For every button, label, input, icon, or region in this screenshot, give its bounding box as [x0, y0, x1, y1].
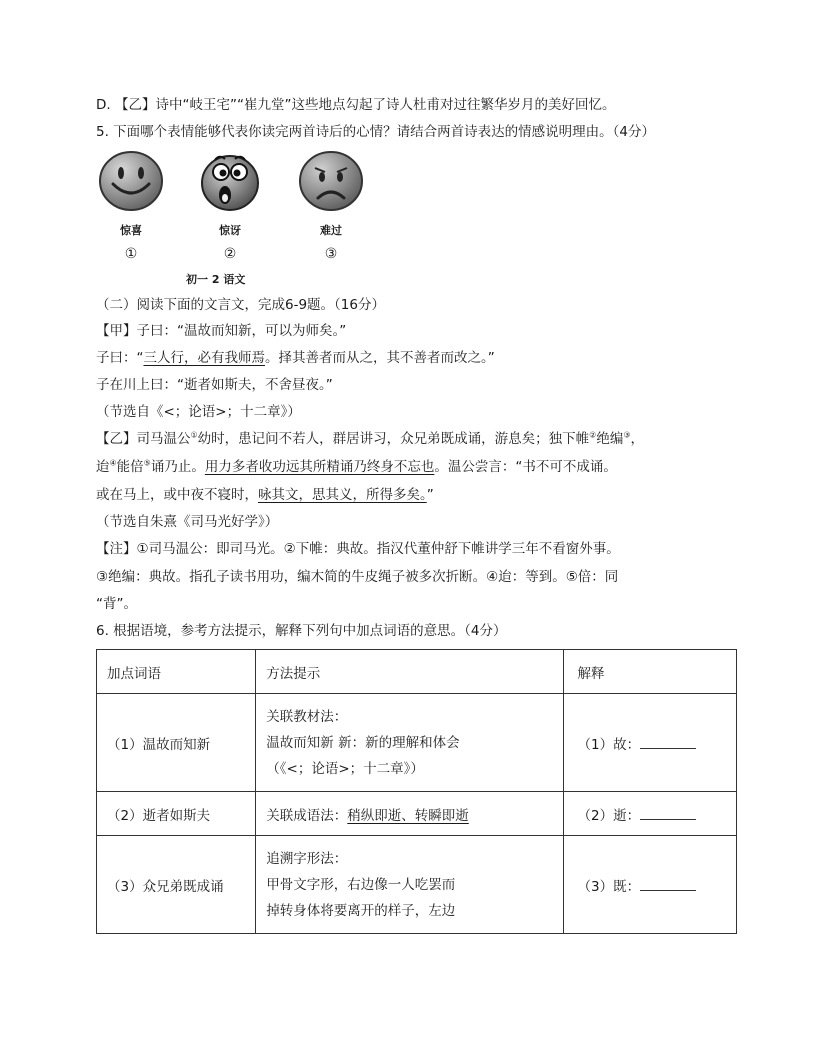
row3-answer	[563, 836, 736, 934]
row2-hint	[256, 792, 563, 836]
q6-prompt: 6. 根据语境，参考方法提示，解释下列句中加点词语的意思。（4分）	[96, 623, 507, 639]
table-row	[97, 792, 737, 836]
row2-word: （2）逝者如斯夫	[97, 792, 256, 836]
yi-line-2	[96, 458, 617, 476]
sad-face-icon	[296, 150, 366, 212]
row3-hint-line-2: 甲骨文字形，右边像一人吃罢而	[266, 876, 456, 893]
yi-line-1-b: 幼时，患记问不若人，群居讲习，众兄弟既成诵，游息矣；独下帷	[197, 431, 590, 447]
row1-hint-line-3: （《<；论语>；十二章》）	[266, 760, 424, 777]
face-option-3	[286, 150, 376, 262]
table-header-row	[97, 650, 737, 694]
face-number-1: ①	[124, 246, 138, 262]
note-line-1: 【注】①司马温公：即司马光。②下帷：典故。指汉代董仲舒下帷讲学三年不看窗外事。	[96, 541, 620, 557]
jia-line-1: 【甲】子曰：“温故而知新，可以为师矣。”	[96, 323, 347, 339]
table-row	[97, 836, 737, 934]
row2-answer	[563, 792, 736, 836]
row2-answer-blank[interactable]	[640, 806, 696, 820]
face-number-3: ③	[324, 246, 338, 262]
row1-answer-label: （1）故：	[577, 736, 641, 753]
yi-line-1-c: 绝编	[596, 431, 624, 447]
footnote-4-marker: ④	[109, 458, 117, 468]
row3-answer-blank[interactable]	[640, 877, 696, 891]
yi-line-2-d: 。温公尝言：“书不可不成诵。	[434, 459, 617, 475]
footnote-2-marker: ②	[589, 430, 597, 440]
face-option-1	[86, 150, 176, 262]
face-option-2	[185, 150, 275, 262]
row1-word: （1）温故而知新	[97, 694, 256, 792]
row3-answer-label: （3）既：	[577, 878, 641, 895]
jia-line-2-pre: 子曰：“	[96, 350, 144, 366]
yi-line-1-a: 【乙】司马温公	[96, 431, 191, 447]
footnote-3-marker: ③	[623, 430, 631, 440]
row2-answer-label: （2）逝：	[577, 807, 641, 824]
yi-line-3	[96, 486, 434, 504]
row1-answer	[563, 694, 736, 792]
row1-hint	[256, 694, 563, 792]
face-label-3: 难过	[320, 224, 342, 237]
yi-line-2-c: 诵乃止。	[150, 459, 205, 475]
q4-option-d: D. 【乙】诗中“岐王宅”“崔九堂”这些地点勾起了诗人杜甫对过往繁华岁月的美好回忆。	[96, 97, 616, 113]
yi-line-3-pre: 或在马上，或中夜不寝时，	[96, 487, 258, 503]
jia-line-2-post: 。择其善者而从之，其不善者而改之。”	[265, 350, 495, 366]
table-row	[97, 694, 737, 792]
q5-prompt: 5. 下面哪个表情能够代表你读完两首诗后的心情？请结合两首诗表达的情感说明理由。（4分）	[96, 124, 656, 140]
row1-answer-blank[interactable]	[640, 735, 696, 749]
yi-line-3-underlined: 咏其文，思其义，所得多矣。	[258, 487, 427, 503]
row2-hint-underlined: 稍纵即逝、转瞬即逝	[347, 807, 469, 824]
jia-line-3: 子在川上曰：“逝者如斯夫，不舍昼夜。”	[96, 377, 333, 393]
happy-face-icon	[96, 150, 166, 212]
jia-line-2	[96, 349, 495, 367]
surprised-face-icon	[195, 150, 265, 212]
yi-line-3-post: ”	[426, 487, 434, 503]
row3-hint-line-1: 追溯字形法：	[266, 850, 348, 867]
row3-word: （3）众兄弟既成诵	[97, 836, 256, 934]
yi-line-2-underlined: 用力多者收功远其所精诵乃终身不忘也	[204, 459, 435, 475]
yi-line-2-b: 能倍	[116, 459, 144, 475]
row3-hint-line-3: 掉转身体将要离开的样子，左边	[266, 902, 456, 919]
note-line-2: ③绝编：典故。指孔子读书用功，编木简的牛皮绳子被多次折断。④迨：等到。⑤倍：同	[96, 569, 619, 585]
jia-source: （节选自《<；论语>；十二章》）	[96, 404, 301, 420]
yi-line-1	[96, 430, 644, 448]
header-hint: 方法提示	[256, 650, 563, 694]
face-caption: 初一 2 语文	[186, 273, 246, 286]
q6-table	[96, 649, 737, 934]
row2-hint-pre: 关联成语法：	[266, 807, 348, 824]
face-label-2: 惊讶	[219, 224, 241, 237]
yi-line-2-a: 迨	[96, 459, 110, 475]
row1-hint-line-1: 关联教材法：	[266, 708, 348, 725]
row3-hint	[256, 836, 563, 934]
note-line-3: “背”。	[96, 596, 137, 612]
face-number-2: ②	[223, 246, 237, 262]
footnote-1-marker: ①	[190, 430, 198, 440]
section2-heading: （二）阅读下面的文言文，完成6-9题。（16分）	[96, 297, 385, 313]
row1-hint-line-2: 温故而知新 新：新的理解和体会	[266, 734, 460, 751]
footnote-5-marker: ⑤	[143, 458, 151, 468]
jia-line-2-underlined: 三人行，必有我师焉	[143, 350, 265, 366]
yi-source: （节选自朱熹《司马光好学》）	[96, 514, 279, 530]
header-answer: 解释	[563, 650, 736, 694]
yi-line-1-d: ，	[630, 431, 645, 447]
header-word: 加点词语	[97, 650, 256, 694]
face-label-1: 惊喜	[120, 224, 142, 237]
